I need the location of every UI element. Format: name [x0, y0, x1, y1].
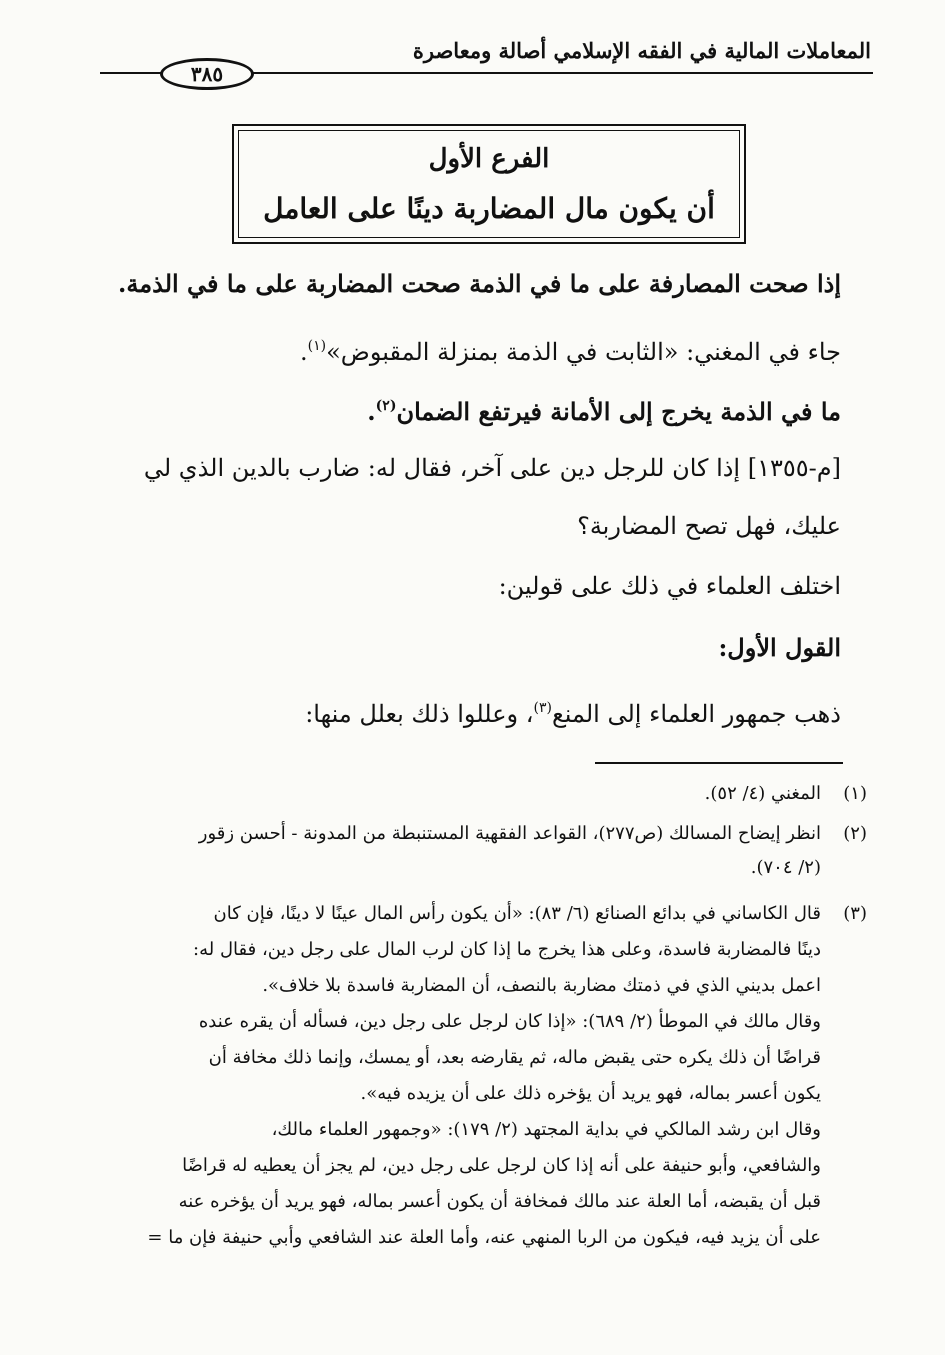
footnote-3-line: قبل أن يقبضه، أما العلة عند مالك فمخافة أن يكون أعسر بماله، فهو يريد أن يؤخره عنه [178, 1191, 821, 1212]
footnote-3-line: والشافعي، وأبو حنيفة على أنه إذا كان لرجل على رجل دين، لم يجز أن يعطيه له قراضًا [182, 1155, 821, 1176]
dhimma-rule-end: . [367, 397, 376, 426]
mughni-quote-text: جاء في المغني: «الثابت في الذمة بمنزلة المقبوض» [326, 338, 841, 366]
mughni-quote-end: . [300, 338, 308, 366]
footnote-ref-2: (٢) [375, 398, 397, 414]
footnote-1-number: (١) [843, 783, 867, 804]
footnote-3-line: قراضًا أن ذلك يكره حتى يقبض ماله، ثم يقارضه بعد، أو يمسك، وإنما ذلك مخافة أن [208, 1047, 821, 1068]
section-heading-subtitle: أن يكون مال المضاربة دينًا على العامل [263, 192, 715, 225]
footnote-3-line: قال الكاساني في بدائع الصنائع (٦/ ٨٣): «أن يكون رأس المال عينًا لا دينًا، فإن كان [213, 903, 821, 924]
footnote-ref-3: (٣) [533, 700, 552, 716]
footnote-3-line: وقال مالك في الموطأ (٢/ ٦٨٩): «إذا كان لرجل على رجل دين، فسأله أن يقره عنده [198, 1011, 821, 1032]
footnote-3-number: (٣) [843, 903, 867, 924]
footnote-3-line: دينًا فالمضاربة فاسدة، وعلى هذا يخرج ما إذا كان لرب المال على رجل دين، فقال له: [193, 939, 821, 960]
running-header-title: المعاملات المالية في الفقه الإسلامي أصالة ومعاصرة [412, 38, 871, 63]
footnote-2-number: (٢) [843, 823, 867, 844]
majority-view-text: ذهب جمهور العلماء إلى المنع [551, 700, 841, 728]
first-opinion-heading: القول الأول: [718, 633, 841, 662]
section-heading-box [232, 124, 746, 244]
footnote-ref-1: (١) [307, 338, 327, 354]
footnote-3-line: على أن يزيد فيه، فيكون من الربا المنهي عنه، وأما العلة عند الشافعي وأبي حنيفة فإن ما = [147, 1227, 821, 1248]
paragraph-disagreement: اختلف العلماء في ذلك على قولين: [498, 572, 841, 600]
page-number-badge: ٣٨٥ [160, 58, 254, 90]
paragraph-rule-statement: إذا صحت المصارفة على ما في الذمة صحت المضاربة على ما في الذمة. [118, 269, 841, 298]
footnote-3-line: اعمل بديني الذي في ذمتك مضاربة بالنصف، أن المضاربة فاسدة بلا خلاف». [262, 975, 821, 996]
footnote-1-text: المغني (٤/ ٥٢). [704, 783, 821, 804]
section-heading-title: الفرع الأول [428, 144, 550, 174]
paragraph-majority-view [305, 692, 841, 730]
paragraph-dhimma-rule [367, 390, 841, 428]
dhimma-rule-text: ما في الذمة يخرج إلى الأمانة فيرتفع الضمان [396, 397, 841, 426]
paragraph-issue-line-2: عليك، فهل تصح المضاربة؟ [577, 512, 841, 540]
majority-view-end: ، وعللوا ذلك بعلل منها: [305, 700, 534, 728]
footnote-separator [595, 762, 843, 764]
footnote-2-line-2: (٢/ ٧٠٤). [750, 857, 821, 878]
paragraph-mughni-quote [300, 330, 841, 368]
footnote-3-line: وقال ابن رشد المالكي في بداية المجتهد (٢/ ١٧٩): «وجمهور العلماء مالك، [271, 1119, 821, 1140]
footnote-2-line-1: انظر إيضاح المسالك (ص٢٧٧)، القواعد الفقهية المستنبطة من المدونة - أحسن زقور [198, 823, 821, 844]
paragraph-issue-line-1: [م-١٣٥٥] إذا كان للرجل دين على آخر، فقال له: ضارب بالدين الذي لي [143, 454, 841, 482]
footnote-3-line: يكون أعسر بماله، فهو يريد أن يؤخره ذلك على أن يزيده فيه». [360, 1083, 821, 1104]
